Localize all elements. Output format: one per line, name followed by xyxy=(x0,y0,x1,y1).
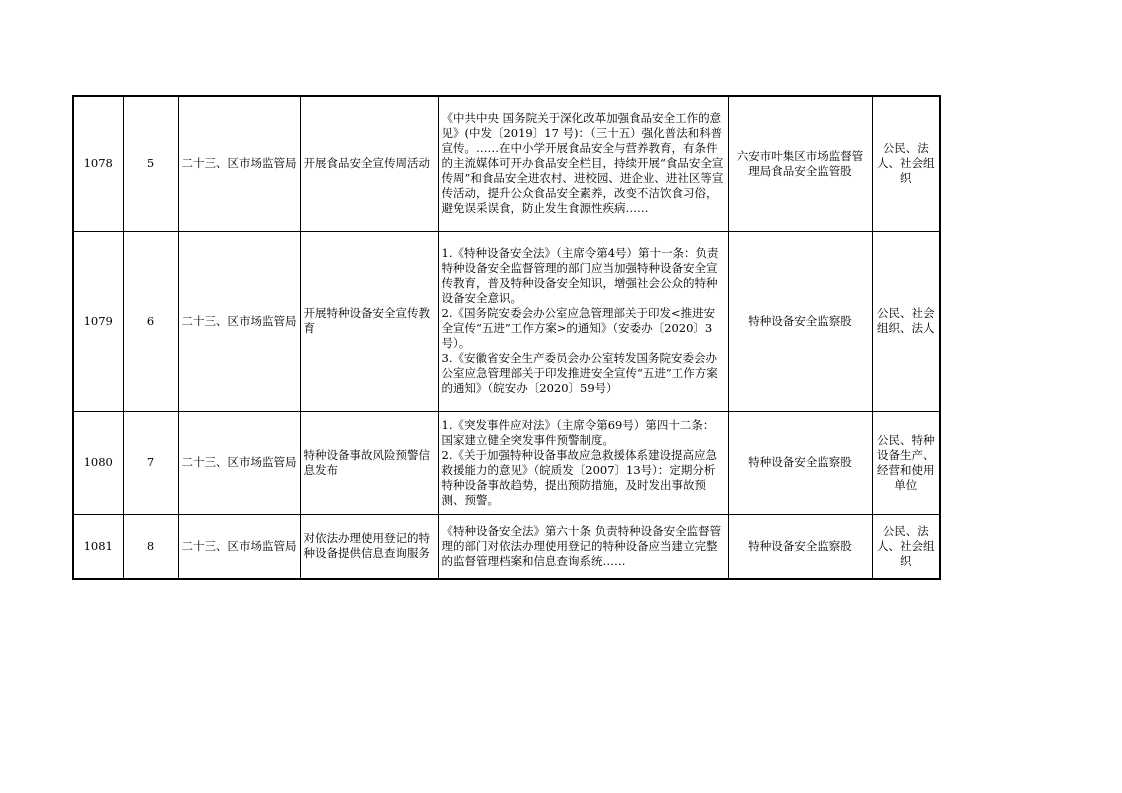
row-seq: 6 xyxy=(123,231,178,411)
row-seq: 7 xyxy=(123,411,178,514)
row-basis xyxy=(438,231,728,411)
basis-line: 1.《突发事件应对法》（主席令第69号）第四十二条：国家建立健全突发事件预警制度。 xyxy=(441,417,715,447)
row-basis xyxy=(438,96,728,231)
basis-line: 1.《特种设备安全法》（主席令第4号）第十一条：负责特种设备安全监督管理的部门应当加强特种设备安全宣传教育，普及特种设备安全知识，增强社会公众的特种设备安全意识。 xyxy=(441,246,719,305)
row-item: 开展食品安全宣传周活动 xyxy=(300,96,438,231)
records-table xyxy=(72,95,941,580)
row-basis xyxy=(438,514,728,579)
row-target: 公民、社会组织、法人 xyxy=(872,231,940,411)
table-row xyxy=(73,231,940,411)
basis-line: 2.《国务院安委会办公室应急管理部关于印发<推进安全宣传“五进”工作方案>的通知》（安委办〔2020〕3 号）。 xyxy=(441,306,716,350)
row-id: 1079 xyxy=(73,231,123,411)
row-seq: 5 xyxy=(123,96,178,231)
row-dept: 二十三、区市场监管局 xyxy=(178,231,300,411)
row-org: 特种设备安全监察股 xyxy=(728,514,872,579)
row-basis xyxy=(438,411,728,514)
row-id: 1081 xyxy=(73,514,123,579)
row-id: 1080 xyxy=(73,411,123,514)
row-org: 特种设备安全监察股 xyxy=(728,231,872,411)
basis-line: 《中共中央 国务院关于深化改革加强食品安全工作的意见》(中发〔2019〕17 号)：（三十五）强化普法和科普宣传。……在中小学开展食品安全与营养教育，有条件的主流媒体可开办食品安全栏目，持续开展“食品安全宣传周”和食品安全进农村、进校园、进企业、进社区等宣传活动，提升公众食品安全素养，改变不洁饮食习俗，避免误采误食，防止发生食源性疾病…… xyxy=(441,111,724,216)
row-dept: 二十三、区市场监管局 xyxy=(178,411,300,514)
table-row xyxy=(73,96,940,231)
row-org: 特种设备安全监察股 xyxy=(728,411,872,514)
basis-line: 2.《关于加强特种设备事故应急救援体系建设提高应急救援能力的意见》（皖质发〔2007〕13号）：定期分析特种设备事故趋势，提出预防措施，及时发出事故预测、预警。 xyxy=(441,447,717,507)
basis-line: 3.《安徽省安全生产委员会办公室转发国务院安委会办公室应急管理部关于印发推进安全宣传“五进”工作方案的通知》（皖安办〔2020〕59号） xyxy=(441,351,718,395)
row-target: 公民、特种设备生产、经营和使用单位 xyxy=(872,411,940,514)
row-id: 1078 xyxy=(73,96,123,231)
row-item: 对依法办理使用登记的特种设备提供信息查询服务 xyxy=(300,514,438,579)
row-item: 开展特种设备安全宣传教育 xyxy=(300,231,438,411)
basis-line: 《特种设备安全法》第六十条 负责特种设备安全监督管理的部门对依法办理使用登记的特种设备应当建立完整的监督管理档案和信息查询系统…… xyxy=(441,523,722,568)
row-target: 公民、法人、社会组织 xyxy=(872,514,940,579)
row-seq: 8 xyxy=(123,514,178,579)
row-dept: 二十三、区市场监管局 xyxy=(178,96,300,231)
row-org: 六安市叶集区市场监督管理局食品安全监管股 xyxy=(728,96,872,231)
table-row xyxy=(73,514,940,579)
row-target: 公民、法人、社会组织 xyxy=(872,96,940,231)
table-row xyxy=(73,411,940,514)
row-dept: 二十三、区市场监管局 xyxy=(178,514,300,579)
row-item: 特种设备事故风险预警信息发布 xyxy=(300,411,438,514)
